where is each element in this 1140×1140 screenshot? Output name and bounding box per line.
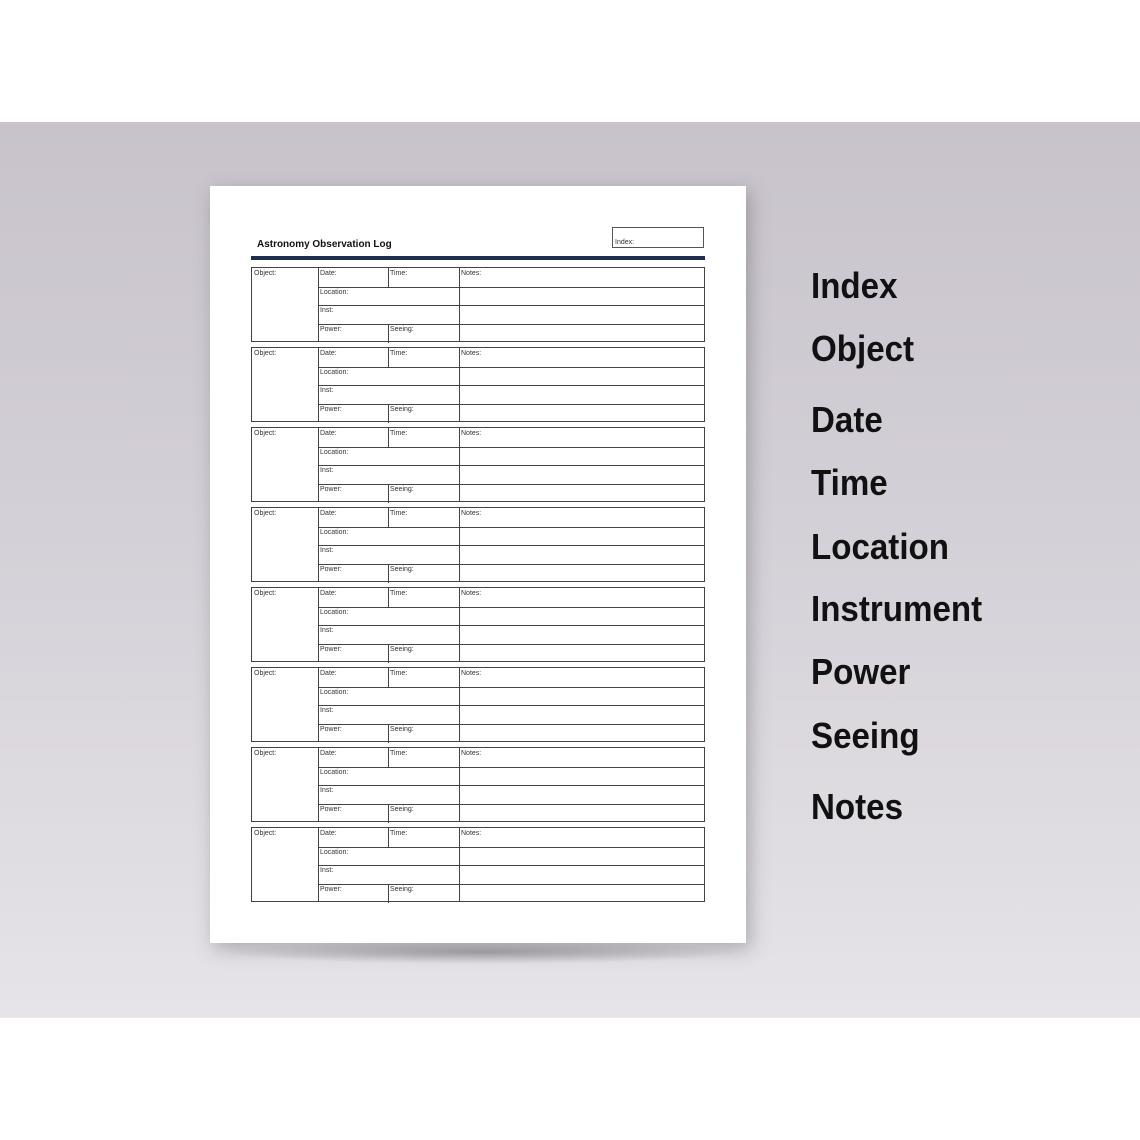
object-field[interactable]: Object: (254, 430, 277, 437)
date-time-divider (388, 668, 389, 687)
inst-field[interactable]: Inst: (320, 387, 334, 394)
inst-field[interactable]: Inst: (320, 867, 334, 874)
row-divider (318, 465, 704, 466)
location-field[interactable]: Location: (320, 608, 349, 616)
location-field[interactable]: Location: (320, 528, 349, 536)
seeing-field[interactable]: Seeing: (390, 325, 414, 333)
date-field[interactable]: Date: (320, 350, 337, 357)
sheet-title: Astronomy Observation Log (257, 238, 392, 250)
notes-field[interactable]: Notes: (461, 270, 482, 277)
row-divider (318, 564, 704, 565)
date-field[interactable]: Date: (320, 830, 337, 837)
row-divider (318, 724, 704, 725)
power-seeing-divider (388, 804, 389, 824)
inst-field[interactable]: Inst: (320, 707, 334, 714)
legend-item-instrument: Instrument (811, 588, 983, 629)
location-field[interactable]: Location: (320, 368, 349, 376)
row-divider (318, 404, 704, 405)
row-divider (318, 447, 704, 448)
row-divider (318, 847, 704, 848)
power-seeing-divider (388, 324, 389, 344)
seeing-field[interactable]: Seeing: (390, 565, 414, 573)
notes-field[interactable]: Notes: (461, 510, 482, 517)
power-seeing-divider (388, 724, 389, 744)
log-entry (251, 747, 705, 822)
title-rule (251, 256, 705, 260)
notes-field[interactable]: Notes: (461, 670, 482, 677)
legend-item-index: Index (811, 265, 898, 306)
date-field[interactable]: Date: (320, 590, 337, 597)
notes-field[interactable]: Notes: (461, 750, 482, 757)
row-divider (318, 287, 704, 288)
row-divider (318, 484, 704, 485)
row-divider (318, 767, 704, 768)
date-time-divider (388, 828, 389, 847)
legend-item-object: Object (811, 328, 915, 369)
log-entry (251, 667, 705, 742)
object-field[interactable]: Object: (254, 270, 277, 277)
row-divider (318, 545, 704, 546)
row-divider (318, 785, 704, 786)
row-divider (318, 644, 704, 645)
row-divider (318, 687, 704, 688)
field-legend (811, 0, 1131, 1140)
legend-item-location: Location (811, 526, 949, 567)
power-field[interactable]: Power: (320, 325, 342, 333)
seeing-field[interactable]: Seeing: (390, 485, 414, 493)
log-entry (251, 347, 705, 422)
notes-field[interactable]: Notes: (461, 590, 482, 597)
row-divider (318, 865, 704, 866)
notes-field[interactable]: Notes: (461, 430, 482, 437)
object-field[interactable]: Object: (254, 830, 277, 837)
power-field[interactable]: Power: (320, 405, 342, 413)
time-field[interactable]: Time: (390, 830, 408, 837)
row-divider (318, 705, 704, 706)
index-field[interactable] (612, 227, 704, 248)
date-time-divider (388, 508, 389, 527)
legend-item-date: Date (811, 399, 883, 440)
time-field[interactable]: Time: (390, 670, 408, 677)
seeing-field[interactable]: Seeing: (390, 805, 414, 813)
row-divider (318, 305, 704, 306)
power-field[interactable]: Power: (320, 645, 342, 653)
date-time-divider (388, 748, 389, 767)
legend-item-time: Time (811, 462, 888, 503)
power-field[interactable]: Power: (320, 565, 342, 573)
date-field[interactable]: Date: (320, 750, 337, 757)
inst-field[interactable]: Inst: (320, 627, 334, 634)
location-field[interactable]: Location: (320, 848, 349, 856)
inst-field[interactable]: Inst: (320, 787, 334, 794)
seeing-field[interactable]: Seeing: (390, 725, 414, 733)
date-field[interactable]: Date: (320, 430, 337, 437)
power-seeing-divider (388, 564, 389, 584)
seeing-field[interactable]: Seeing: (390, 645, 414, 653)
power-field[interactable]: Power: (320, 885, 342, 893)
location-field[interactable]: Location: (320, 768, 349, 776)
log-sheet (210, 186, 746, 943)
date-field[interactable]: Date: (320, 270, 337, 277)
object-field[interactable]: Object: (254, 590, 277, 597)
index-label: Index: (615, 239, 635, 246)
notes-field[interactable]: Notes: (461, 350, 482, 357)
power-field[interactable]: Power: (320, 485, 342, 493)
legend-item-seeing: Seeing (811, 715, 920, 756)
row-divider (318, 385, 704, 386)
location-field[interactable]: Location: (320, 288, 349, 296)
legend-item-notes: Notes (811, 786, 904, 827)
row-divider (318, 884, 704, 885)
row-divider (318, 367, 704, 368)
power-field[interactable]: Power: (320, 805, 342, 813)
legend-item-power: Power (811, 651, 911, 692)
log-entry (251, 827, 705, 902)
location-field[interactable]: Location: (320, 448, 349, 456)
inst-field[interactable]: Inst: (320, 467, 334, 474)
row-divider (318, 324, 704, 325)
power-seeing-divider (388, 404, 389, 424)
row-divider (318, 804, 704, 805)
seeing-field[interactable]: Seeing: (390, 885, 414, 893)
location-field[interactable]: Location: (320, 688, 349, 696)
log-entry (251, 427, 705, 502)
date-time-divider (388, 348, 389, 367)
object-field[interactable]: Object: (254, 670, 277, 677)
inst-field[interactable]: Inst: (320, 547, 334, 554)
power-field[interactable]: Power: (320, 725, 342, 733)
power-seeing-divider (388, 884, 389, 904)
row-divider (318, 625, 704, 626)
time-field[interactable]: Time: (390, 590, 408, 597)
log-entry (251, 267, 705, 342)
time-field[interactable]: Time: (390, 510, 408, 517)
notes-field[interactable]: Notes: (461, 830, 482, 837)
power-seeing-divider (388, 644, 389, 664)
inst-field[interactable]: Inst: (320, 307, 334, 314)
log-entry (251, 587, 705, 662)
power-seeing-divider (388, 484, 389, 504)
sheet-shadow (222, 940, 742, 964)
object-field[interactable]: Object: (254, 350, 277, 357)
time-field[interactable]: Time: (390, 270, 408, 277)
object-field[interactable]: Object: (254, 510, 277, 517)
date-field[interactable]: Date: (320, 510, 337, 517)
log-entry (251, 507, 705, 582)
date-time-divider (388, 588, 389, 607)
time-field[interactable]: Time: (390, 750, 408, 757)
time-field[interactable]: Time: (390, 430, 408, 437)
date-time-divider (388, 428, 389, 447)
object-field[interactable]: Object: (254, 750, 277, 757)
date-time-divider (388, 268, 389, 287)
seeing-field[interactable]: Seeing: (390, 405, 414, 413)
row-divider (318, 607, 704, 608)
date-field[interactable]: Date: (320, 670, 337, 677)
time-field[interactable]: Time: (390, 350, 408, 357)
row-divider (318, 527, 704, 528)
